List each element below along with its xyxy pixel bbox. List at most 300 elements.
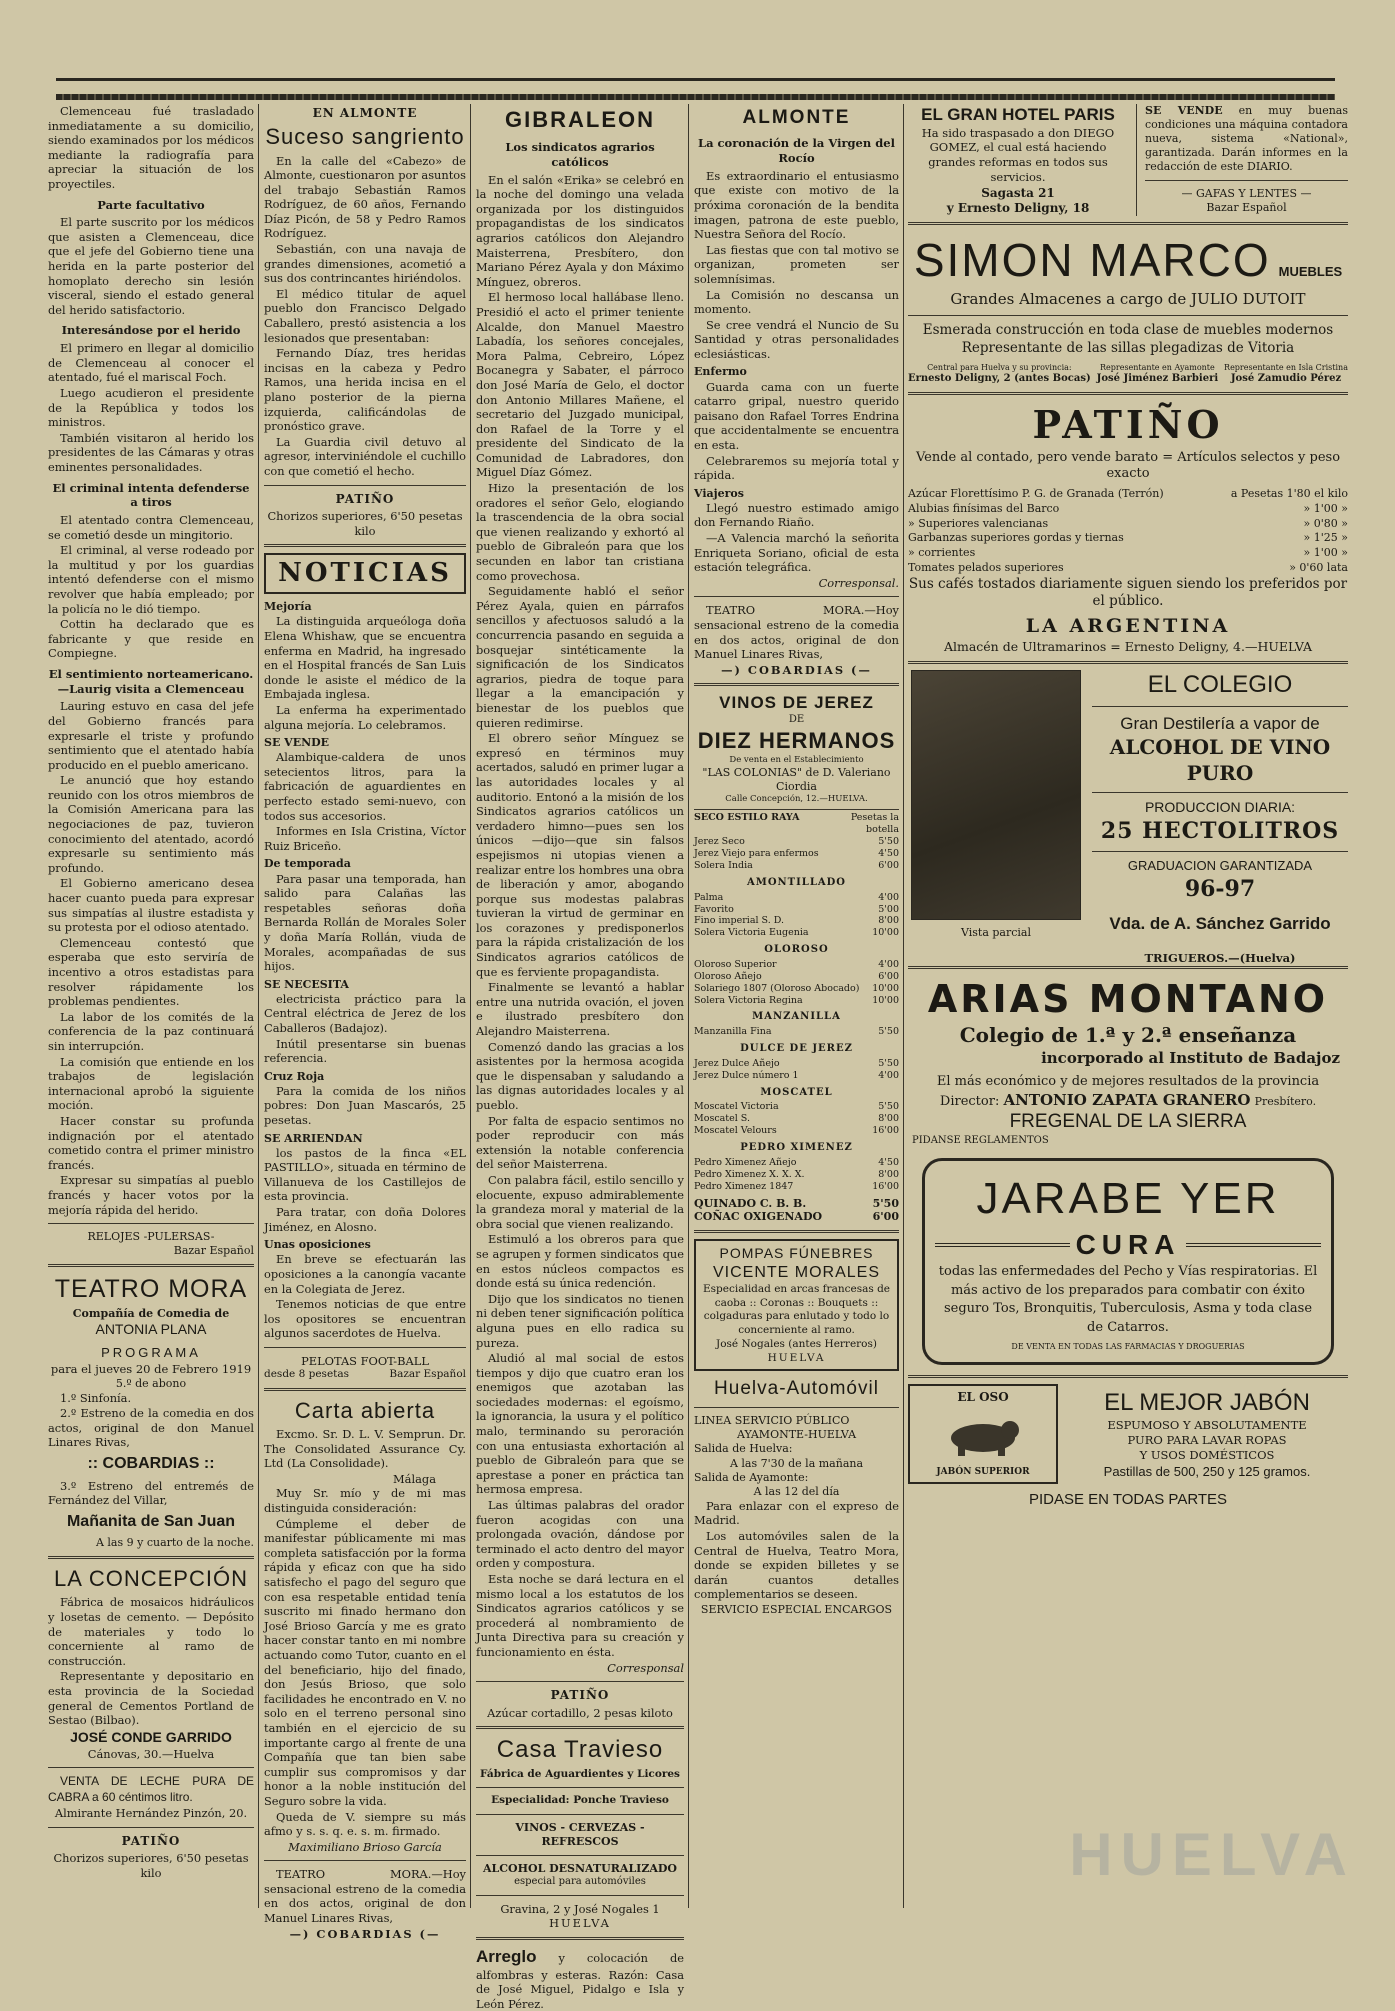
ad-text: Fábrica de mosaicos hidráulicos y losetas de cemento. — Depósito de materiales y todo lo concerniente al ramo de construcción. <box>48 1595 254 1668</box>
article-text: Cottin ha declarado que es fabricante y que reside en Compiegne. <box>48 617 254 661</box>
teatro-text: TEATRO MORA.—Hoy sensacional estreno de la comedia en dos actos, original de don Manuel Linares Rivas, <box>694 603 899 662</box>
wine-price: 8'00 <box>878 1168 899 1180</box>
cafes: Sus cafés tostados diariamente siguen siendo los preferidos por el público. <box>908 575 1348 610</box>
isla-label: Representante en Isla Cristina <box>1224 362 1348 372</box>
divider <box>476 1814 684 1815</box>
divider <box>908 222 1348 225</box>
article-text: El criminal, al verse rodeado por la multitud y por los guardias intentó defenderse con el mismo revolver que había empleado; por la policía no le dió tiempo. <box>48 543 254 616</box>
auto-text: Para enlazar con el expreso de Madrid. <box>694 1498 899 1528</box>
product-price: » 1'00 » <box>1303 501 1348 515</box>
article-text: El Gobierno americano desea hacer cuanto pueda para expresar sus simpatías al ilustre estadista y su protesta por el odioso atentado. <box>48 876 254 935</box>
article-text: El hermoso local hallábase lleno. Presidió el acto el primer teniente Alcalde, don Manuel Maestro Labadía, los señores concejales, Mora Palma, Cebreiro, López Bocanegra y Sabater, el párroco don José María de Gelo, el doctor don Antonio Millares Mañene, el secretario del Juzgado municipal, don Rafael de la Torre y el presidente del Sindicato de la Comunidad de Labradores, don Miguel Díaz Gómez. <box>476 290 684 480</box>
wine-category: PEDRO XIMENEZ <box>740 1142 853 1154</box>
conac-price: 6'00 <box>872 1210 899 1224</box>
jabon-title: EL MEJOR JABÓN <box>1104 1388 1310 1416</box>
column-divider <box>470 104 471 1908</box>
article-text: Guarda cama con un fuerte catarro gripal, nuestro querido paisano don Rafael Torres Endrina que accidentalmente se encuentra en esta. <box>694 379 899 452</box>
sagasta: Sagasta 21 <box>981 185 1055 200</box>
divider <box>476 1895 684 1896</box>
wine-price: 10'00 <box>872 982 899 994</box>
muebles: MUEBLES <box>1278 264 1343 280</box>
almacenes: Grandes Almacenes a cargo de JULIO DUTOIT <box>950 290 1306 309</box>
pastillas: Pastillas de 500, 250 y 125 gramos. <box>1103 1464 1311 1480</box>
divider <box>48 1223 254 1224</box>
argentina: LA ARGENTINA <box>1025 615 1231 638</box>
representante: Representante de las sillas plegadizas de Vitoria <box>961 339 1295 356</box>
column-divider <box>688 104 689 1908</box>
article-text: Esta noche se dará lectura en el mismo local a los estatutos de los Sindicatos agrarios católicos y se procederá al nombramiento de Junta Directiva para su creación y funcionamiento en ésta. <box>476 1572 684 1659</box>
wine-name: Solera Victoria Regina <box>694 994 803 1006</box>
huelva: HUELVA <box>549 1916 611 1931</box>
product-price: » 1'00 » <box>1303 546 1348 560</box>
wine-name: Solera India <box>694 859 753 871</box>
wine-name: Moscatel S. <box>694 1113 750 1125</box>
canovas: Cánovas, 30.—Huelva <box>87 1746 215 1761</box>
news-text: En breve se efectuarán las oposiciones a la canongía vacante en la Colegiata de Jerez. <box>264 1252 466 1296</box>
wine-category: OLOROSO <box>764 944 829 956</box>
article-text: Hizo la presentación de los oradores el señor Gelo, elogiando la trascendencia de la obra social que vienen realizando y exhortó al pueblo de Gibraleón para que los secunden en labor tan cristiana como provechosa. <box>476 481 684 583</box>
sevende-ad <box>1145 104 1348 216</box>
cura: CURA <box>1075 1228 1181 1260</box>
wine-row <box>694 1026 899 1038</box>
colonias: "LAS COLONIAS" de D. Valeriano Ciordia <box>702 765 891 793</box>
article-text: Hacer constar su profunda indignación por el atentado cometido contra el primer ministro francés. <box>48 1113 254 1172</box>
wine-name: Jerez Dulce número 1 <box>694 1069 799 1081</box>
sevende-title: SE VENDE <box>1145 104 1223 117</box>
product-price: » 1'25 » <box>1303 531 1348 545</box>
price-row <box>908 517 1348 532</box>
article-text: La Guardia civil detuvo al agresor, interviniéndole el cuchillo con que cometió el hecho. <box>264 434 466 478</box>
news-heading: Enfermo <box>694 365 747 379</box>
wine-name: Jerez Dulce Añejo <box>694 1057 780 1069</box>
divider <box>48 1827 254 1828</box>
wine-price: 5'00 <box>878 903 899 915</box>
wine-row <box>694 995 899 1007</box>
colegio-title: EL COLEGIO <box>1147 670 1293 698</box>
wine-row <box>694 1181 899 1193</box>
patino-title: PATIÑO <box>335 491 395 506</box>
product-name: » Superiores valencianas <box>908 516 1049 530</box>
wine-name: Solera Victoria Eugenia <box>694 927 809 939</box>
hora-ayamonte: A las 12 del día <box>753 1484 840 1498</box>
ad-text: Representante y depositario en esta provincia de la Sociedad general de Cementos Portland de Sestao (Bilbao). <box>48 1669 254 1728</box>
teatro-title: TEATRO MORA <box>54 1275 248 1304</box>
article-text: El parte suscrito por los médicos que asisten a Clemenceau, dice que el jefe del Gobierno tiene una herida en la parte posterior del homoplato derecho sin lesión visceral, siendo el estado general del herido satisfactorio. <box>48 215 254 317</box>
wine-price: 8'00 <box>878 1113 899 1125</box>
pompas-ad <box>694 1239 899 1371</box>
article-text: En el salón «Erika» se celebró en la noche del domingo una velada organizada por los distinguidos propagandistas de los sindicatos agrarios católicos don Alejandro Maisterrena, Presbítero, don Mariano Pérez Ayala y don Máximo Mínguez, obreros. <box>476 172 684 289</box>
column-divider <box>903 104 904 1908</box>
article-text: Clemenceau fué trasladado inmediatamente a su domicilio, siendo examinados por los médicos mediante la radiografía para apreciar la situación de los proyectiles. <box>48 104 254 191</box>
patino-brand: PATIÑO <box>1032 401 1224 447</box>
wine-name: Moscatel Velours <box>694 1125 777 1137</box>
gafas: — GAFAS Y LENTES — <box>1181 187 1312 201</box>
desde: desde 8 pesetas <box>264 1368 350 1381</box>
hotel-ad <box>908 104 1128 216</box>
compania: Compañía de Comedia de <box>72 1307 230 1321</box>
product-price: » 0'80 » <box>1303 516 1348 530</box>
wine-row <box>694 971 899 983</box>
wine-row <box>694 1070 899 1082</box>
wine-name: Pedro Ximenez X. X. X. <box>694 1168 805 1180</box>
corresponsal: Corresponsal. <box>818 575 899 590</box>
wine-price: 16'00 <box>872 1125 899 1137</box>
wine-row <box>694 1058 899 1070</box>
azucar: Azúcar cortadillo, 2 pesas kiloto <box>487 1705 673 1720</box>
article-text: Dijo que los sindicatos no tienen ni deben tener significación política alguna pues en ello radica su pureza. <box>476 1291 684 1350</box>
gravina: Gravina, 2 y José Nogales 1 <box>500 1901 660 1916</box>
trigueros: TRIGUEROS.—(Huelva) <box>1144 951 1296 965</box>
article-text: En la calle del «Cabezo» de Almonte, cuestionaron por asuntos del trabajo Sebastián Ramos Rodríguez, de 60 años, Fernando Díaz Picón, de 58 y Pedro Ramos Rodríguez. <box>264 153 466 241</box>
article-text: Las fiestas que con tal motivo se organizan, prometen ser solemnísimas. <box>694 242 899 286</box>
article-text: Sebastián, con una navaja de grandes dimensiones, acometió a sus dos contrincantes hiriéndolos. <box>264 242 466 286</box>
patino-title: PATIÑO <box>550 1688 610 1703</box>
vinos-de: DE <box>788 714 805 726</box>
wine-row <box>694 904 899 916</box>
wine-row <box>694 927 899 939</box>
wine-name: Solariego 1807 (Oloroso Abocado) <box>694 982 860 994</box>
jarabe-text: todas las enfermedades del Pecho y Vías respiratorias. El más activo de los preparados para combatir con éxito seguro Tos, Bronquitis, Tuberculosis, Asma y toda clase de Catarros. <box>938 1263 1318 1336</box>
article-text: Finalmente se levantó a hablar entre una nutrida ovación, el joven e ilustrado presbítero don Alejandro Maisterrena. <box>476 980 684 1039</box>
wine-row <box>694 1169 899 1181</box>
article-text: El médico titular de aquel pueblo don Francisco Delgado Caballero, prestó asistencia a los lesionados que presentaban: <box>264 286 466 345</box>
almonte-title: ALMONTE <box>742 107 851 128</box>
divider <box>48 1556 254 1559</box>
article-text: Con palabra fácil, estilo sencillo y elocuente, expuso admirablemente la grandeza moral y material de la obra social que vienen realizando. <box>476 1172 684 1231</box>
fecha: para el jueves 20 de Febrero 1919 <box>50 1361 252 1376</box>
conac: COÑAC OXIGENADO <box>694 1210 823 1224</box>
news-text: Tenemos noticias de que entre los opositores se encuentran algunos sacerdotes de Huelva. <box>264 1297 466 1341</box>
wine-row <box>694 1157 899 1169</box>
wine-row <box>694 892 899 904</box>
alcohol: ALCOHOL DESNATURALIZADO <box>482 1861 678 1875</box>
incorporado: incorporado al Instituto de Badajoz <box>1041 1048 1340 1067</box>
calle: Calle Concepción, 12.—HUELVA. <box>725 794 868 805</box>
director: ANTONIO ZAPATA GRANERO <box>1003 1090 1251 1109</box>
jose-conde: JOSÉ CONDE GARRIDO <box>70 1728 232 1745</box>
colegio-ense: Colegio de 1.ª y 2.ª enseñanza <box>959 1023 1297 1048</box>
hotel-text: Ha sido traspasado a don DIEGO GOMEZ, el cual está haciendo grandes reformas en todos sus servicios. <box>921 125 1115 184</box>
wine-row <box>694 836 899 848</box>
hora: A las 9 y cuarto de la noche. <box>95 1536 254 1550</box>
arreglo-title: Arreglo <box>476 1946 537 1966</box>
pompas-title: POMPAS FÚNEBRES <box>719 1245 874 1262</box>
article-text: El obrero señor Mínguez se expresó en términos muy acertados, saludó en primer lugar a las autoridades locales y al auditorio. Entonó a la misión de los Sindicatos agrarios católicos un verdadero himno—pues sen los únicos —dijo—que sin falsos espejismos ni utopias vienen a realizar entre los hombres una obra de liberación y amor, abogando porque sus modestas palabras tuvieran la virtud de germinar en los corazones y predisponerlos para la rápida cristalización de los Sindicatos agrarios católicos de que es ferviente propagandista. <box>476 731 684 979</box>
ad-relojes: RELOJES -PULERSAS- <box>87 1230 215 1244</box>
product-name: Alubias finísimas del Barco <box>908 501 1060 515</box>
product-name: Garbanzas superiores gordas y tiernas <box>908 531 1124 545</box>
divider <box>264 1347 466 1348</box>
divider <box>908 966 1348 969</box>
column-divider <box>258 104 259 1908</box>
puro: PURO PARA LAVAR ROPAS <box>1127 1432 1287 1447</box>
divider <box>264 1388 466 1391</box>
news-heading: Cruz Roja <box>264 1069 325 1083</box>
hotel-title: EL GRAN HOTEL PARIS <box>921 105 1115 124</box>
linea: LINEA SERVICIO PÚBLICO <box>694 1414 850 1428</box>
director-label: Director: <box>939 1093 1000 1109</box>
wine-price: 10'00 <box>872 994 899 1006</box>
wine-row <box>694 983 899 995</box>
article-text: La Comisión no descansa un momento. <box>694 287 899 317</box>
produccion: PRODUCCION DIARIA: <box>1144 799 1296 816</box>
wine-header: SECO ESTILO RAYA <box>694 811 800 823</box>
price-header: Pesetas la botella <box>850 811 899 836</box>
article-text: Las últimas palabras del orador fueron acogidas con una prolongada ovación, dándose por terminado el acto dentro del mayor orden y compostura. <box>476 1498 684 1571</box>
article-text: Es extraordinario el entusiasmo que existe con motivo de la próxima coronación de la bendita imagen, patrona de este pueblo, Nuestra Señora del Rocío. <box>694 168 899 242</box>
divider <box>694 683 899 686</box>
wine-price: 10'00 <box>872 927 899 939</box>
section-heading: La coronación de la Virgen del Rocío <box>698 136 895 166</box>
nogales: José Nogales (antes Herreros) <box>716 1338 877 1351</box>
en-almonte: EN ALMONTE <box>312 106 418 120</box>
espumoso: ESPUMOSO Y ABSOLUTAMENTE <box>1107 1418 1307 1433</box>
cobardias: —) COBARDIAS (— <box>289 1926 441 1941</box>
wine-price: 8'00 <box>878 915 899 927</box>
column-2 <box>264 104 466 1941</box>
ad-bazar: Bazar Español <box>173 1244 254 1258</box>
grados: 96-97 <box>1184 876 1256 903</box>
venta-farmacias: DE VENTA EN TODAS LAS FARMACIAS Y DROGUERIAS <box>1011 1342 1245 1352</box>
cobardias: :: COBARDIAS :: <box>87 1455 215 1473</box>
wine-name: Moscatel Victoria <box>694 1101 779 1113</box>
product-name: » corrientes <box>908 546 976 560</box>
news-text: los pastos de la finca «EL PASTILLO», situada en término de Villanueva de los Castillejos de esta provincia. <box>264 1145 466 1204</box>
divider <box>908 315 1348 316</box>
divider <box>908 392 1348 395</box>
article-text: Fernando Díaz, tres heridas incisas en la cabeza y Pedro Ramos, una herida incisa en el plano posterior de la pierna izquierda, calificándolas de pronóstico grave. <box>264 346 466 434</box>
news-heading: SE NECESITA <box>264 977 349 991</box>
hectolitros: 25 HECTOLITROS <box>1100 818 1340 845</box>
wine-name: Pedro Ximenez 1847 <box>694 1180 794 1192</box>
servicio: SERVICIO ESPECIAL ENCARGOS <box>700 1602 893 1616</box>
noticias-title: NOTICIAS <box>264 553 466 594</box>
wine-price: 5'50 <box>878 836 899 848</box>
pidase-todas: PIDASE EN TODAS PARTES <box>1028 1491 1228 1509</box>
wine-row <box>694 1101 899 1113</box>
diez-hermanos: DIEZ HERMANOS <box>697 727 896 753</box>
hora-huelva: A las 7'30 de la mañana <box>729 1456 864 1470</box>
news-heading: Viajeros <box>694 486 744 500</box>
suceso-title: Suceso sangriento <box>265 124 465 150</box>
price-row <box>908 531 1348 546</box>
divider <box>694 1230 899 1233</box>
concepcion-title: LA CONCEPCIÓN <box>54 1566 248 1592</box>
section-heading: Parte facultativo <box>97 197 205 212</box>
simon-marco: SIMON MARCO <box>913 234 1271 287</box>
divider <box>476 1787 684 1788</box>
product-name: Azúcar Florettísimo P. G. de Granada (Terrón) <box>908 486 1164 500</box>
fregenal: FREGENAL DE LA SIERRA <box>1009 1111 1247 1133</box>
wine-name: Jerez Seco <box>694 836 745 848</box>
column-5 <box>908 104 1348 1910</box>
wine-category: MOSCATEL <box>760 1086 833 1098</box>
column-3 <box>476 104 684 2011</box>
news-heading: Mejoría <box>264 600 312 614</box>
divider <box>264 1860 466 1861</box>
price-row <box>908 561 1348 576</box>
news-heading: SE VENDE <box>264 736 330 750</box>
news-text: Para pasar una temporada, han salido para Calañas las respetables señoras doña Bernarda Rollán de Morales Soler y doña María Rollán, viuda de Morales, acompañadas de sus hijos. <box>264 871 466 974</box>
abono: 5.º de abono <box>115 1376 187 1390</box>
wine-list <box>694 836 899 1192</box>
wine-row <box>694 1125 899 1137</box>
article-text: Luego acudieron el presidente de la República y todos los ministros. <box>48 385 254 430</box>
news-text: Para la comida de los niños pobres: Don Juan Mascarós, 25 pesetas. <box>264 1083 466 1127</box>
arreglo-text: y colocación de alfombras y esteras. Razón: Casa de José Miguel, Pidalgo e Isla y León Pérez. <box>476 1950 684 2011</box>
article-text: Expresar su simpatías al pueblo francés y hacer votos por la mejoría rápida del herido. <box>48 1173 254 1217</box>
oso-logo <box>908 1384 1058 1484</box>
divider <box>1092 851 1348 852</box>
wine-name: Oloroso Añejo <box>694 970 762 982</box>
auto-text: Los automóviles salen de la Central de Huelva, Teatro Mora, donde se expiden billetes y se darán cuantos detalles complementarios se deseen. <box>694 1528 899 1602</box>
fabrica: Fábrica de Aguardientes y Licores <box>480 1767 680 1780</box>
usos: Y USOS DOMÉSTICOS <box>1139 1447 1275 1462</box>
section-heading: El sentimiento norteamericano. —Laurig visita a Clemenceau <box>48 666 254 696</box>
distillery-photo <box>911 670 1081 920</box>
product-price: » 0'60 lata <box>1289 561 1348 575</box>
letter-place: Málaga <box>393 1471 436 1486</box>
mananita: Mañanita de San Juan <box>66 1512 236 1530</box>
ayamonte-label: Representante en Ayamonte <box>1100 362 1215 372</box>
ayamonte-val: José Jiménez Barbieri <box>1096 373 1219 385</box>
wine-price: 6'00 <box>878 970 899 982</box>
watermark: HUELVA <box>1069 1821 1355 1888</box>
chorizos: Chorizos superiores, 6'50 pesetas kilo <box>53 1850 249 1880</box>
graduacion: GRADUACION GARANTIZADA <box>1127 858 1313 874</box>
wine-price: 5'50 <box>878 1026 899 1038</box>
corresponsal: Corresponsal <box>607 1660 684 1675</box>
wine-price: 5'50 <box>878 1101 899 1113</box>
bazar: Bazar Español <box>389 1368 466 1381</box>
patino-title: PATIÑO <box>121 1833 181 1848</box>
news-heading: SE ARRIENDAN <box>264 1131 363 1145</box>
product-price: a Pesetas 1'80 el kilo <box>1230 486 1348 500</box>
program-item: 1.º Sinfonía. <box>60 1390 132 1405</box>
article-text: —A Valencia marchó la señorita Enriqueta Soriano, oficial de esta estación telegráfica. <box>694 530 899 575</box>
article-text: Seguidamente habló el señor Pérez Ayala, quien en párrafos sencillos y afectuosos saludó a la concurrencia pasando en seguida a bosquejar sintéticamente la significación de los Sindicatos agrarios, piedra de toque para llegar a la emancipación y bienestar de los pueblos que quieren redimirse. <box>476 584 684 730</box>
programa: PROGRAMA <box>101 1345 201 1361</box>
decorative-rule <box>56 94 1335 100</box>
deligny: y Ernesto Deligny, 18 <box>946 200 1090 215</box>
article-text: El atentado contra Clemenceau, se cometió desde un mingitorio. <box>48 512 254 542</box>
wine-name: Jerez Viejo para enfermos <box>694 848 819 860</box>
article-text: También visitaron al herido los presidentes de las Cámaras y otras eminentes personalidades. <box>48 430 254 474</box>
divider <box>476 1681 684 1682</box>
vende: Vende al contado, pero vende barato = Artículos selectos y peso exacto <box>915 449 1341 482</box>
automovil-title: Huelva-Automóvil <box>714 1378 879 1400</box>
vista: Vista parcial <box>960 925 1031 939</box>
price-row <box>908 487 1348 502</box>
wine-row <box>694 1113 899 1125</box>
letter-text: Muy Sr. mío y de mi mas distinguida consideración: <box>264 1486 466 1516</box>
wine-row <box>694 848 899 860</box>
letter-text: Cúmpleme el deber de manifestar públicamente mi mas completa satisfacción por la forma rápida y eficaz con que ha sido satisfecho el pago del seguro que con esa respetable entidad tenía suscrito mi finado hermano don José Brioso García y me es grato hacer constar tanto en mi nombre actuando como Tutor, cuanto en el del beneficiario, hijo del finado, don Jesús Brioso, que solo facilidades he encontrado en V. no solo en el terreno personal sino también en el ejercicio de su importante cargo al frente de una Compañía que tan bien sabe cumplir sus compromisos y dar honor a la noble institución del Seguro sobre la vida. <box>264 1516 466 1808</box>
article-text: Le anunció que hoy estando reunido con los otros miembros de la Comisión Americana para las negociaciones de paz, tuvieron conocimiento del atentado, acordó expresarle su sentimiento más profundo. <box>48 773 254 875</box>
wine-name: Palma <box>694 891 724 903</box>
product-name: Tomates pelados superiores <box>908 561 1064 575</box>
divider <box>476 1855 684 1856</box>
article-text: Clemenceau contestó que esperaba que esto serviría de incentivo a otros estadistas para resolver rápidamente los problemas pendientes. <box>48 935 254 1009</box>
almacen: Almacén de Ultramarinos = Ernesto Deligny, 4.—HUELVA <box>943 638 1313 654</box>
jarabe-title: JARABE YER <box>976 1173 1280 1223</box>
divider <box>694 1407 899 1408</box>
price-row <box>908 502 1348 517</box>
article-text: Aludió al mal social de estos tiempos y dijo que cuatro eran los enemigos que azotaban las sociedades modernas: el egoísmo, la ignorancia, la usura y el político malo, terminando su peroración con una entusiasta exhortación al pueblo de Gibraleón para que se aprestase a poner en práctica tan hermosa empresa. <box>476 1351 684 1497</box>
article-text: El primero en llegar al domicilio de Clemenceau al conocer el atentado, fué el mariscal Foch. <box>48 341 254 385</box>
news-text: Alambique-caldera de unos setecientos litros, para la fabricación de aguardientes en perfecto estado semi-nuevo, con todos sus accesorios. <box>264 750 466 823</box>
wine-price: 4'50 <box>878 848 899 860</box>
ayamonte-route: AYAMONTE-HUELVA <box>736 1428 857 1442</box>
salida-ayamonte: Salida de Ayamonte: <box>694 1470 809 1484</box>
wine-name: Oloroso Superior <box>694 958 777 970</box>
wine-price: 4'00 <box>878 891 899 903</box>
cobardias: —) COBARDIAS (— <box>721 662 872 677</box>
divider <box>1145 180 1348 181</box>
jabon-superior: JABÓN SUPERIOR <box>936 1466 1030 1477</box>
divider <box>476 1726 684 1729</box>
wine-row <box>694 860 899 872</box>
column-4 <box>694 104 899 1910</box>
bear-icon <box>938 1414 1028 1458</box>
article-text: Se cree vendrá el Nuncio de Su Santidad y otras personalidades eclesiásticas. <box>694 317 899 361</box>
vicente: VICENTE MORALES <box>712 1263 881 1281</box>
venta: De venta en el Establecimiento <box>729 755 864 766</box>
divider <box>476 1937 684 1940</box>
news-text: Informes en Isla Cristina, Víctor Ruiz Briceño. <box>264 824 466 853</box>
wine-price: 6'00 <box>878 859 899 871</box>
header-rule <box>56 78 1335 81</box>
article-text: Celebraremos su mejoría total y rápida. <box>694 453 899 483</box>
column-1 <box>48 104 254 1910</box>
teatro-text: TEATRO MORA.—Hoy sensacional estreno de la comedia en dos actos, original de don Manuel Linares Rivas, <box>264 1867 466 1926</box>
wine-row <box>694 959 899 971</box>
news-text: La enferma ha experimentado alguna mejoría. Lo celebramos. <box>264 703 466 732</box>
letter-text: Queda de V. siempre su más afmo y s. s. q. e. s. m. firmado. <box>264 1809 466 1839</box>
chorizos: Chorizos superiores, 6'50 pesetas kilo <box>267 508 463 538</box>
wine-name: Manzanilla Fina <box>694 1026 772 1038</box>
article-text: Llegó nuestro estimado amigo don Fernando Riaño. <box>694 500 899 530</box>
article-text: Comenzó dando las gracias a los asistentes por la hermosa acogida que le dispensaban y saludando a las dignas autoridades locales y al pueblo. <box>476 1039 684 1112</box>
wine-name: Favorito <box>694 903 734 915</box>
sevende-text: en muy buenas condiciones una máquina contadora nueva, sistema «National», garantizada. Darán informes en la redacción de este DIARIO. <box>1145 104 1348 174</box>
esmerada: Esmerada construcción en toda clase de muebles modernos <box>922 322 1334 339</box>
pompas-text: Especialidad en arcas francesas de caoba :: Coronas :: Bouquets :: colgaduras para enlutado y todo lo concerniente al ramo. <box>702 1283 891 1336</box>
letter-text: Excmo. Sr. D. L. V. Semprun. Dr. The Consolidated Assurance Cy. Ltd (La Consolidade). <box>264 1427 466 1471</box>
price-list <box>908 487 1348 576</box>
viuda: Vda. de A. Sánchez Garrido <box>1109 914 1331 934</box>
divider <box>48 1264 254 1267</box>
article-text: Por falta de espacio sentimos no poder reproducir con más extensión la notable conferencia del señor Maisterrena. <box>476 1113 684 1172</box>
signature: Maximiliano Brioso García <box>288 1839 442 1854</box>
casa-title: Casa Travieso <box>496 1736 664 1764</box>
antonia: ANTONIA PLANA <box>95 1321 207 1338</box>
divider <box>48 1767 254 1768</box>
economico: El más económico y de mejores resultados de la provincia <box>936 1074 1320 1090</box>
wine-name: Pedro Ximenez Añejo <box>694 1156 797 1168</box>
wine-category: MANZANILLA <box>752 1011 841 1023</box>
alcohol-vino: ALCOHOL DE VINO PURO <box>1109 735 1331 785</box>
article-text: Lauring estuvo en casa del jefe del Gobierno francés para expresarle el triste y profundo sentimiento que el atentado había producido en el pueblo americano. <box>48 699 254 772</box>
divider <box>1092 706 1348 707</box>
section-heading: Interesándose por el herido <box>61 323 241 338</box>
news-heading: De temporada <box>264 857 351 871</box>
divider <box>1092 792 1348 793</box>
jarabe-ad <box>922 1158 1334 1366</box>
article-text: La comisión que entiende en los trabajos de legislación internacional aprobó la siguiente moción. <box>48 1054 254 1113</box>
gibraleon-title: GIBRALEON <box>505 107 655 132</box>
leche: VENTA DE LECHE PURA DE CABRA a 60 céntimos litro. <box>48 1774 254 1804</box>
